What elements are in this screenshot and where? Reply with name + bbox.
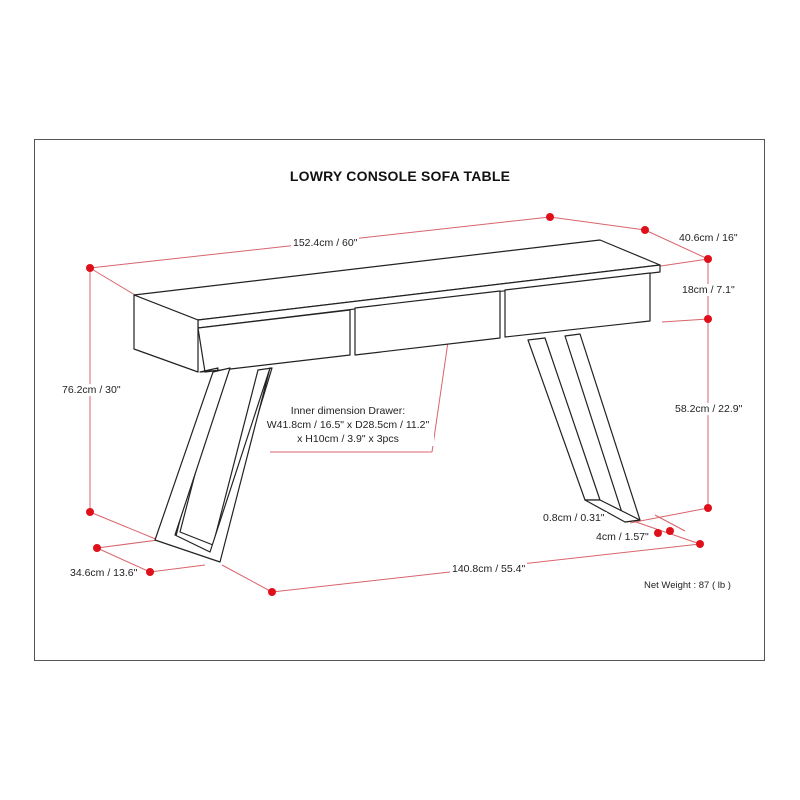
dim-leg-clearance: 58.2cm / 22.9" xyxy=(675,403,743,415)
net-weight: Net Weight : 87 ( lb ) xyxy=(644,580,731,591)
drawer-note-line2: W41.8cm / 16.5" x D28.5cm / 11.2" xyxy=(266,419,430,431)
dim-depth-top: 40.6cm / 16" xyxy=(679,232,738,244)
product-title: LOWRY CONSOLE SOFA TABLE xyxy=(289,168,511,184)
dim-leg-thickness: 0.8cm / 0.31" xyxy=(543,512,605,524)
dim-base-width: 140.8cm / 55.4" xyxy=(452,563,526,575)
dim-width-top: 152.4cm / 60" xyxy=(293,237,358,249)
drawer-note-line1: Inner dimension Drawer: xyxy=(290,405,406,417)
dim-apron-height: 18cm / 7.1" xyxy=(682,284,735,296)
dim-leg-depth: 34.6cm / 13.6" xyxy=(70,567,138,579)
drawer-note-line3: x H10cm / 3.9" x 3pcs xyxy=(297,433,399,445)
drawer-inner-dimension-note xyxy=(262,404,434,446)
dim-leg-width: 4cm / 1.57" xyxy=(596,531,649,543)
dim-total-height: 76.2cm / 30" xyxy=(62,384,121,396)
